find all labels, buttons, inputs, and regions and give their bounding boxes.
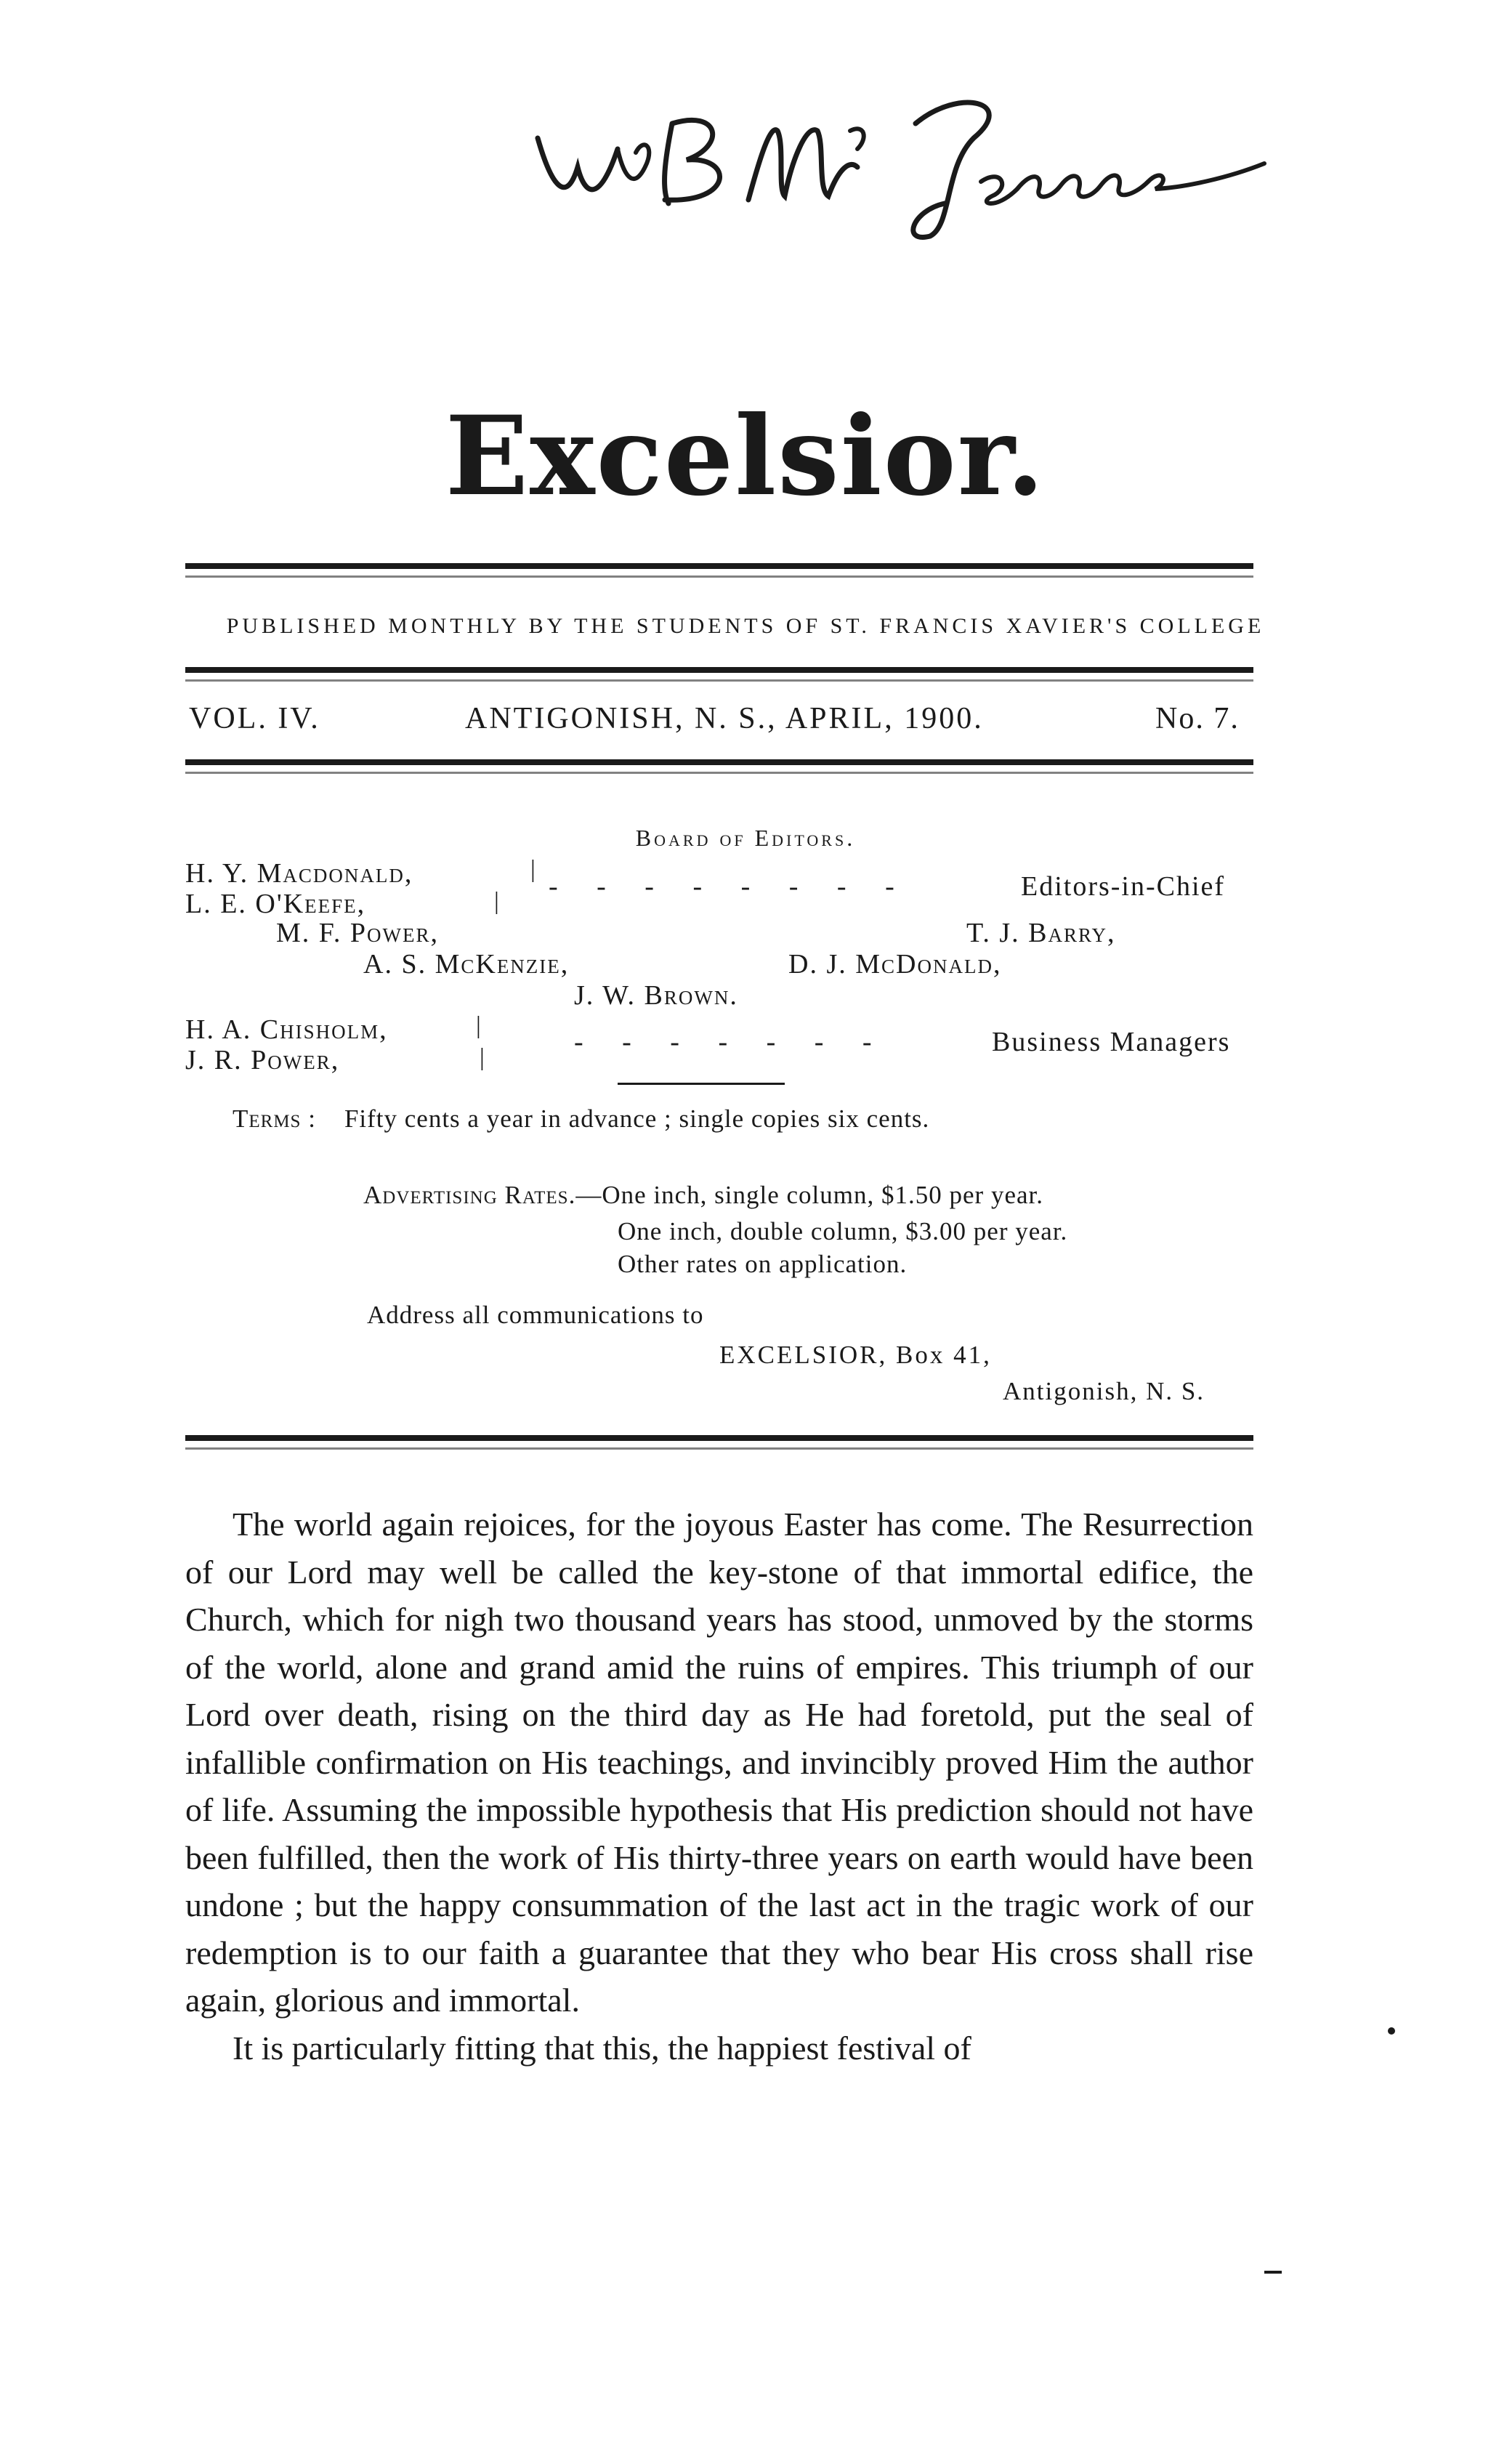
business-managers-role: Business Managers <box>992 1027 1231 1057</box>
bracket-mark: | <box>494 888 499 915</box>
place-and-date: ANTIGONISH, N. S., APRIL, 1900. <box>465 702 984 735</box>
terms-line <box>233 1104 929 1134</box>
margin-mark <box>1388 2027 1395 2035</box>
leader-dashes: - - - - - - - - <box>549 871 910 902</box>
volume-number: VOL. IV. <box>189 702 320 735</box>
associate-editor-name: D. J. McDonald, <box>788 949 1002 979</box>
associate-editor-name: T. J. Barry, <box>966 918 1116 948</box>
editor-name: H. Y. Macdonald, <box>185 858 413 889</box>
manager-name: H. A. Chisholm, <box>185 1014 388 1045</box>
rule-divider <box>185 679 1253 682</box>
article-paragraph: The world again rejoices, for the joyous Easter has come. The Resurrection of our Lord may well be called the key-stone of that immortal edifice, the Church, which for nigh two thousand years has stood, unmoved by the storms of the world, alone and grand amid the ruins of empires. This triumph of our Lord over death, rising on the third day as He had foretold, put the seal of infallible confirmation on His teachings, and invincibly proved Him the author of life. Assuming the impossible hypothesis that His prediction should not have been fulfilled, then the work of His thirty-three years on earth would have been undone ; but the happy consummation of the last act in the tragic work of our redemption is to our faith a guarantee that they who bear His cross shall rise again, glorious and immortal. <box>185 1506 1253 2019</box>
address-box: EXCELSIOR, Box 41, <box>719 1341 992 1369</box>
article-paragraph: It is particularly fitting that this, the happiest festival of <box>233 2029 971 2067</box>
associate-editor-name: J. W. Brown. <box>574 980 738 1011</box>
margin-mark <box>1264 2271 1282 2274</box>
rule-divider <box>185 772 1253 774</box>
masthead-title: Excelsior. <box>445 392 1046 520</box>
board-title: Board of Editors. <box>635 825 856 851</box>
editor-name: L. E. O'Keefe, <box>185 889 366 919</box>
issue-number: No. 7. <box>1155 702 1240 735</box>
advertising-rate-2: One inch, double column, $3.00 per year. <box>618 1217 1068 1245</box>
advertising-label: Advertising Rates. <box>363 1181 576 1209</box>
terms-label: Terms : <box>233 1104 316 1133</box>
associate-editor-name: A. S. McKenzie, <box>363 949 570 979</box>
short-rule <box>618 1083 785 1085</box>
rule-divider <box>185 759 1253 765</box>
rule-divider <box>185 563 1253 569</box>
leader-dashes: - - - - - - - <box>574 1027 888 1057</box>
rule-divider <box>185 575 1253 578</box>
address-town: Antigonish, N. S. <box>1003 1377 1205 1405</box>
article-body <box>185 1500 1253 2072</box>
rule-divider <box>185 1447 1253 1450</box>
publication-line: PUBLISHED MONTHLY BY THE STUDENTS OF ST. FRANCIS XAVIER'S COLLEGE <box>226 614 1265 638</box>
address-line: Address all communications to <box>367 1301 704 1329</box>
handwritten-signature <box>509 80 1272 247</box>
advertising-line <box>363 1181 1043 1210</box>
editors-in-chief-role: Editors-in-Chief <box>1021 871 1226 902</box>
advertising-rate-1: —One inch, single column, $1.50 per year. <box>575 1181 1043 1209</box>
associate-editor-name: M. F. Power, <box>276 918 439 948</box>
manager-name: J. R. Power, <box>185 1045 340 1075</box>
bracket-mark: | <box>480 1044 485 1071</box>
terms-text: Fifty cents a year in advance ; single copies six cents. <box>344 1104 930 1133</box>
bracket-mark: | <box>476 1012 481 1039</box>
rule-divider <box>185 667 1253 673</box>
bracket-mark: | <box>530 856 536 883</box>
advertising-rate-3: Other rates on application. <box>618 1250 908 1278</box>
rule-divider <box>185 1435 1253 1441</box>
